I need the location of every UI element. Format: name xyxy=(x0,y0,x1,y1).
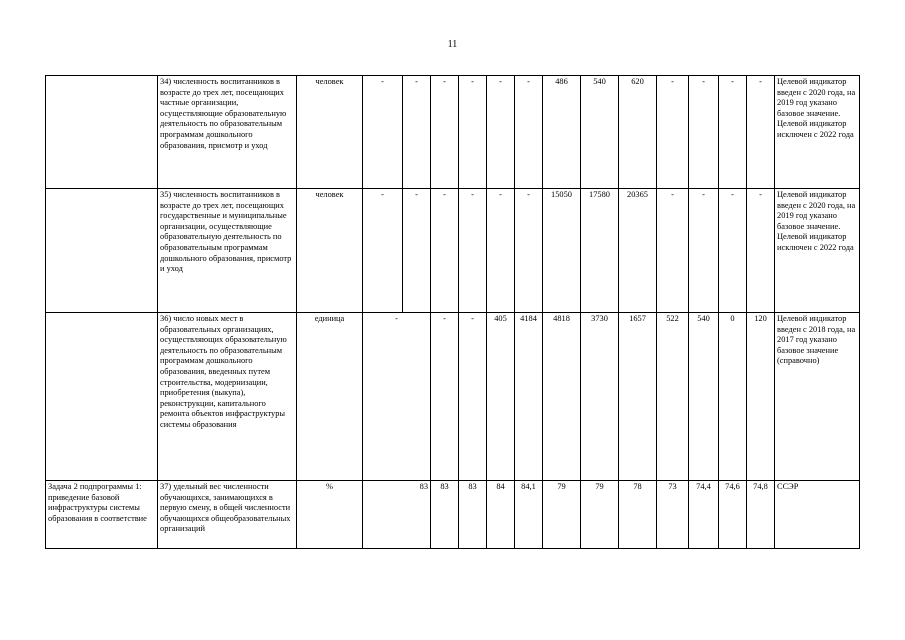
unit-cell: человек xyxy=(297,76,363,189)
value-cell: 0 xyxy=(719,313,747,481)
value-cell: 74,8 xyxy=(747,481,775,549)
value-cell: - xyxy=(689,76,719,189)
value-cell: - xyxy=(363,313,431,481)
value-cell: - xyxy=(515,76,543,189)
table-row xyxy=(46,313,860,481)
value-cell: 120 xyxy=(747,313,775,481)
value-cell: 20365 xyxy=(619,189,657,313)
value-cell: 540 xyxy=(581,76,619,189)
indicator-cell: 34) численность воспитанников в возрасте до трех лет, посещающих частные организации, осуществляющие образовательную деятельность по образовательным программам дошкольного образования, присмотр и уход xyxy=(158,76,297,189)
value-cell: - xyxy=(363,76,403,189)
value-cell: 1657 xyxy=(619,313,657,481)
value-cell: - xyxy=(719,76,747,189)
note-cell: Целевой индикатор введен с 2018 года, на 2017 год указано базовое значение (справочно) xyxy=(775,313,860,481)
indicator-cell: 36) число новых мест в образовательных организациях, осуществляющих образовательную деятельность по образовательным программам дошкольного образования, введенных путем строительства, модернизации, приобретения (выкупа), реконструкции, капитального ремонта объектов инфраструктуры системы образования xyxy=(158,313,297,481)
unit-cell: человек xyxy=(297,189,363,313)
value-cell: - xyxy=(487,76,515,189)
value-cell: 73 xyxy=(657,481,689,549)
group-cell xyxy=(46,76,158,189)
value-cell: 17580 xyxy=(581,189,619,313)
value-cell: 83 xyxy=(363,481,431,549)
value-cell: - xyxy=(747,189,775,313)
unit-cell: единица xyxy=(297,313,363,481)
value-cell: 3730 xyxy=(581,313,619,481)
value-cell: 620 xyxy=(619,76,657,189)
value-cell: 522 xyxy=(657,313,689,481)
value-cell: - xyxy=(747,76,775,189)
group-cell xyxy=(46,189,158,313)
value-cell: - xyxy=(689,189,719,313)
value-cell: - xyxy=(459,76,487,189)
value-cell: 83 xyxy=(431,481,459,549)
page-number: 11 xyxy=(447,39,458,50)
unit-cell: % xyxy=(297,481,363,549)
value-cell: - xyxy=(431,313,459,481)
table-row xyxy=(46,189,860,313)
indicator-cell: 35) численность воспитанников в возрасте до трех лет, посещающих государственные и муниципальные организации, осуществляющие образовательную деятельность по образовательным программам дошкольного образования, присмотр и уход xyxy=(158,189,297,313)
value-cell: 84,1 xyxy=(515,481,543,549)
note-cell: ССЭР xyxy=(775,481,860,549)
value-cell: 4818 xyxy=(543,313,581,481)
value-cell: 79 xyxy=(543,481,581,549)
indicator-cell: 37) удельный вес численности обучающихся, занимающихся в первую смену, в общей численности обучающихся общеобразовательных организаций xyxy=(158,481,297,549)
value-cell: 83 xyxy=(459,481,487,549)
value-cell: 540 xyxy=(689,313,719,481)
value-cell: 78 xyxy=(619,481,657,549)
value-cell: 84 xyxy=(487,481,515,549)
value-cell: - xyxy=(431,76,459,189)
group-cell: Задача 2 подпрограммы 1: приведение базовой инфраструктуры системы образования в соответствие xyxy=(46,481,158,549)
value-cell: 74,4 xyxy=(689,481,719,549)
table-row xyxy=(46,481,860,549)
table-row xyxy=(46,76,860,189)
value-cell: 79 xyxy=(581,481,619,549)
note-cell: Целевой индикатор введен с 2020 года, на 2019 год указано базовое значение. Целевой индикатор исключен с 2022 года xyxy=(775,76,860,189)
value-cell: - xyxy=(431,189,459,313)
value-cell: - xyxy=(719,189,747,313)
value-cell: 15050 xyxy=(543,189,581,313)
value-cell: - xyxy=(657,189,689,313)
value-cell: - xyxy=(459,313,487,481)
value-cell: 405 xyxy=(487,313,515,481)
value-cell: - xyxy=(403,189,431,313)
value-cell: 486 xyxy=(543,76,581,189)
note-cell: Целевой индикатор введен с 2020 года, на 2019 год указано базовое значение. Целевой индикатор исключен с 2022 года xyxy=(775,189,860,313)
value-cell: - xyxy=(363,189,403,313)
indicators-table xyxy=(45,75,860,549)
value-cell: 74,6 xyxy=(719,481,747,549)
value-cell: - xyxy=(487,189,515,313)
value-cell: 4184 xyxy=(515,313,543,481)
group-cell xyxy=(46,313,158,481)
value-cell: - xyxy=(657,76,689,189)
value-cell: - xyxy=(515,189,543,313)
value-cell: - xyxy=(459,189,487,313)
value-cell: - xyxy=(403,76,431,189)
